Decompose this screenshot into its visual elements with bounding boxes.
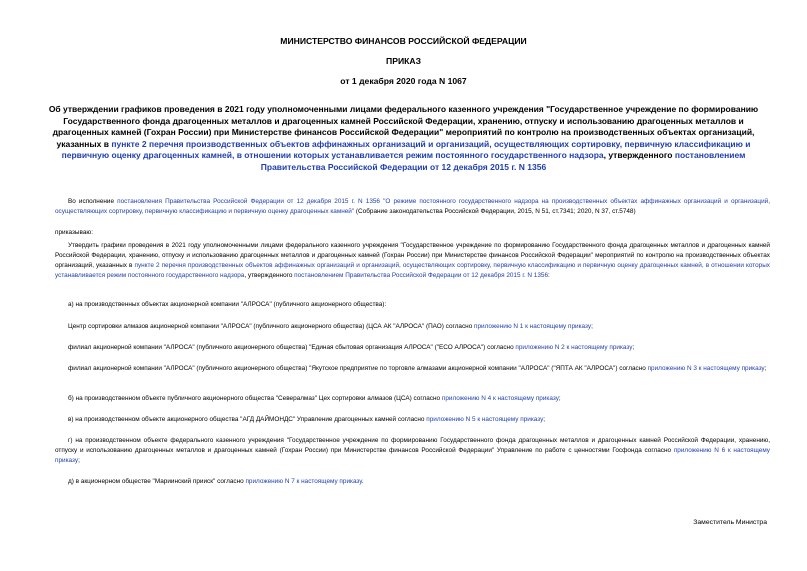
document-type-heading: ПРИКАЗ (386, 56, 421, 66)
appendix-1-link[interactable]: приложению N 1 к настоящему приказу (474, 323, 592, 330)
paragraph-order-word: приказываю: (55, 229, 93, 236)
title-link-resolution[interactable]: постановлением Правительства Российской Федерации от 12 декабря 2015 г. N 1356 (260, 150, 746, 172)
ministry-heading: МИНИСТЕРСТВО ФИНАНСОВ РОССИЙСКОЙ ФЕДЕРАЦИИ (280, 36, 527, 46)
item-a-2 (55, 343, 770, 353)
document-date-number: от 1 декабря 2020 года N 1067 (340, 76, 467, 86)
approve-list-link[interactable]: пункте 2 перечня производственных объектов аффинажных организаций и организаций, осуществляющих сортировку, первичную классификацию и первичную оценку драгоценных камней, в отношении которых устанавливается режим постоянного государственного надзора (55, 262, 770, 279)
item-v (55, 415, 770, 425)
approve-text-start: Утвердить графики проведения в 2021 году уполномоченными лицами федерального казенного учреждения "Государственное учреждение по формированию Государственного фонда драгоценных металлов и драгоценных камней Российской Федерации, хранению, отпуску и использованию драгоценных металлов и драгоценных камней (Гохран России) при Министерстве финансов Российской Федерации" мероприятий по контролю на производственных объектах организаций, указанных в (55, 242, 770, 269)
appendix-3-link[interactable]: приложению N 3 к настоящему приказу (647, 365, 765, 372)
item-b (55, 394, 770, 404)
item-a-1-end: ; (591, 323, 593, 330)
item-b-end: ; (558, 395, 561, 402)
item-b-text: б) на производственном объекте публичного акционерного общества "Севералмаз" Цех сортировки алмазов (ЦСА) согласно (68, 395, 442, 402)
item-d (55, 477, 770, 487)
item-a-3-end: ; (764, 365, 767, 372)
title-text-part1: Об утверждении графиков проведения в 2021 году уполномоченными лицами федерального казенного учреждения "Государственное учреждение по формированию Государственного фонда драгоценных металлов и драгоценных камней Российской Федерации, хранению, отпуску и использованию драгоценных металлов и драгоценных камней (Гохран России) при Министерстве финансов Российской Федерации" мероприятий по контролю на производственных объектах организаций, указанных в (48, 104, 759, 149)
preamble-text-start: Во исполнение (68, 198, 118, 205)
item-a-1 (55, 322, 770, 332)
appendix-4-link[interactable]: приложению N 4 к настоящему приказу (441, 395, 559, 402)
paragraph-preamble (55, 197, 770, 217)
paragraph-approve (55, 241, 770, 281)
item-a-2-text: филиал акционерной компании "АЛРОСА" (публичного акционерного общества) "Единая сбытовая организация АЛРОСА" ("ЕСО АЛРОСА") согласно (68, 344, 516, 351)
preamble-resolution-link[interactable]: постановления Правительства Российской Федерации от 12 декабря 2015 г. N 1356 "О режиме постоянного государственного надзора на производственных объектах аффинажных организаций и организаций, осуществляющих сортировку, первичную классификацию и первичную оценку драгоценных камней" (55, 198, 770, 215)
item-v-end: ; (543, 416, 546, 423)
item-g-text: г) на производственном объекте федерального казенного учреждения "Государственное учреждение по формированию Государственного фонда драгоценных металлов и драгоценных камней Российской Федерации, хранению, отпуску и использованию драгоценных металлов и драгоценных камней (Гохран России) при Министерстве финансов Российской Федерации" Управление по работе с ценностями Госфонда согласно (55, 437, 770, 454)
item-a (55, 300, 770, 310)
appendix-2-link[interactable]: приложению N 2 к настоящему приказу (515, 344, 633, 351)
item-a-text: а) на производственных объектах акционерной компании "АЛРОСА" (публичного акционерного общества): (68, 301, 387, 308)
title-link-list[interactable]: пункте 2 перечня производственных объектов аффинажных организаций и организаций, осуществляющих сортировку, первичную классификацию и первичную оценку драгоценных камней, в отношении которых устанавливается режим постоянного государственного надзора (61, 138, 751, 161)
item-a-3 (55, 364, 770, 374)
item-a-2-end: ; (632, 344, 635, 351)
item-a-3-text: филиал акционерной компании "АЛРОСА" (публичного акционерного общества) "Якутское предприятие по торговле алмазами акционерной компании "АЛРОСА" ("ЯПТА АК "АЛРОСА") согласно (68, 365, 648, 372)
title-text-part2: , утвержденного (603, 150, 675, 161)
item-v-text: в) на производственном объекте акционерного общества "АГД ДАЙМОНДС" Управление драгоценных камней согласно (68, 416, 427, 423)
item-a-1-text: Центр сортировки алмазов акционерной компании "АЛРОСА" (публичного акционерного общества) (ЦСА АК "АЛРОСА" (ПАО) согласно (68, 323, 475, 330)
item-g (55, 436, 770, 466)
item-d-text: д) в акционерном обществе "Мариинский прииск" согласно (68, 478, 246, 485)
signer-position: Заместитель Министра (693, 519, 767, 526)
approve-text-end: : (548, 272, 550, 279)
appendix-5-link[interactable]: приложению N 5 к настоящему приказу (426, 416, 544, 423)
approve-text-mid: , утвержденного (244, 272, 295, 279)
appendix-6-link[interactable]: приложению N 6 к настоящему приказу (55, 447, 770, 464)
preamble-text-end: (Собрание законодательства Российской Федерации, 2015, N 51, ст.7341; 2020, N 37, ст.5748) (354, 208, 636, 215)
item-g-end: ; (78, 457, 80, 464)
appendix-7-link[interactable]: приложению N 7 к настоящему приказу (245, 478, 362, 485)
document-title (44, 104, 763, 174)
approve-resolution-link[interactable]: постановлением Правительства Российской Федерации от 12 декабря 2015 г. N 1356 (294, 272, 549, 279)
item-d-end: . (361, 478, 364, 485)
